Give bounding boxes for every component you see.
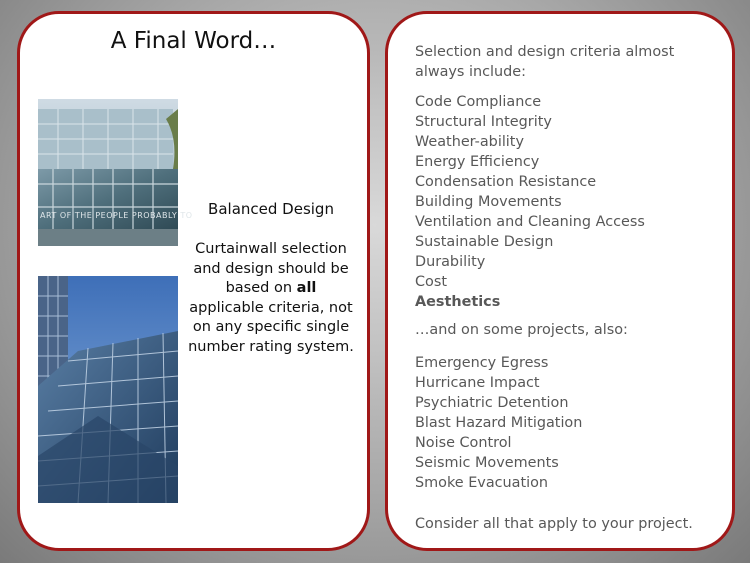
closing-text: Consider all that apply to your project.: [415, 516, 693, 532]
list-item: Seismic Movements: [415, 455, 559, 471]
list-item: Durability: [415, 254, 486, 270]
slide-title: A Final Word…: [110, 28, 277, 54]
list-item: Hurricane Impact: [415, 375, 540, 391]
section-heading: Balanced Design: [208, 200, 334, 218]
list-item: Energy Efficiency: [415, 154, 540, 170]
list-item: Aesthetics: [415, 294, 501, 310]
criteria-intro: Selection and design criteria almost always include:: [415, 44, 675, 80]
list-item: Cost: [415, 274, 447, 290]
left-panel: [17, 11, 370, 551]
glass-facade-image: [38, 99, 193, 246]
right-panel: [385, 11, 735, 551]
list-item: Noise Control: [415, 435, 512, 451]
glass-atrium-image: [38, 276, 178, 503]
list-item: Blast Hazard Mitigation: [415, 415, 583, 431]
list-item: Building Movements: [415, 194, 562, 210]
list-item: Weather-ability: [415, 134, 524, 150]
list-item: Condensation Resistance: [415, 174, 597, 190]
body-text-part: applicable criteria, not on any specific single number rating system.: [188, 299, 354, 355]
photo-caption: ART OF THE PEOPLE PROBABLY TO: [40, 211, 193, 220]
list-item: Emergency Egress: [415, 355, 549, 371]
list-item: Smoke Evacuation: [415, 475, 549, 491]
list-item: Ventilation and Cleaning Access: [415, 214, 645, 230]
building-photo-top: [38, 99, 193, 246]
criteria-list: [415, 92, 645, 312]
balanced-design-text: [188, 240, 354, 357]
special-intro: …and on some projects, also:: [415, 322, 628, 338]
special-criteria-list: [415, 353, 582, 493]
list-item: Structural Integrity: [415, 114, 552, 130]
body-text-part: Curtainwall selection and design should be based on: [193, 241, 349, 296]
body-text-emphasis: all: [296, 280, 317, 296]
list-item: Psychiatric Detention: [415, 395, 569, 411]
list-item: Code Compliance: [415, 94, 542, 110]
building-photo-bottom: [38, 276, 178, 503]
list-item: Sustainable Design: [415, 234, 554, 250]
